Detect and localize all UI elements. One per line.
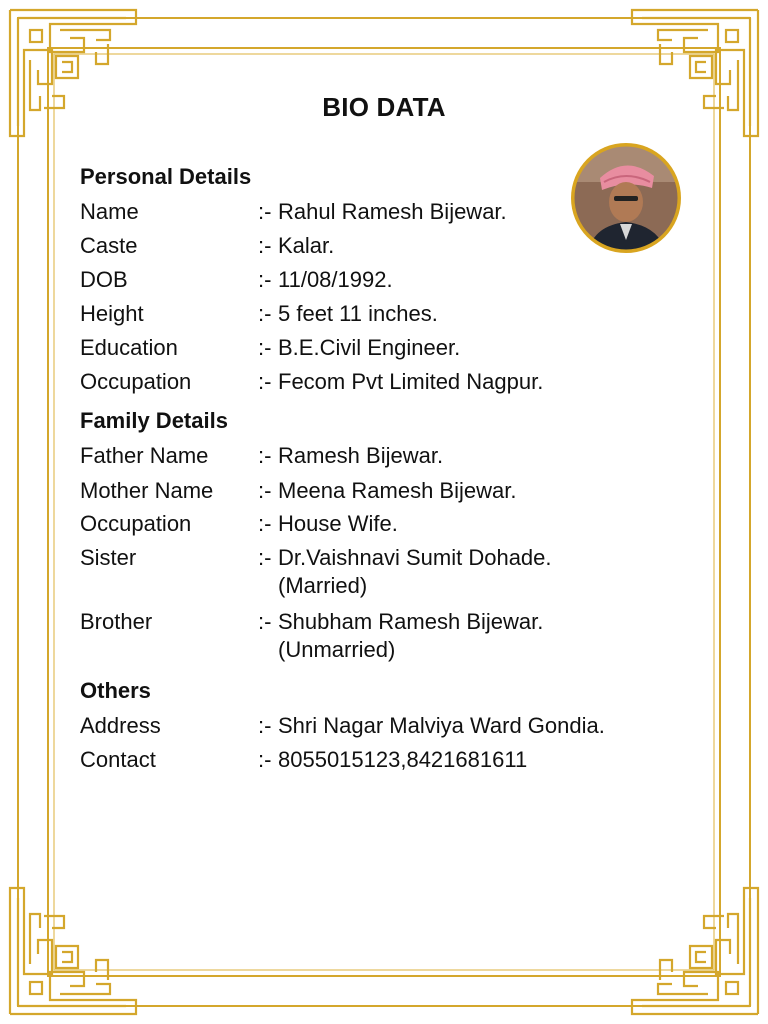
profile-photo: [570, 142, 682, 254]
page-title: BIO DATA: [322, 92, 446, 122]
row-label: Father Name: [80, 443, 209, 468]
row-separator: :-: [258, 443, 272, 468]
row-label: Occupation: [80, 369, 192, 394]
row-label: Caste: [80, 233, 138, 258]
others-heading: Others: [80, 678, 151, 703]
row-label: Contact: [80, 747, 156, 772]
row-value: Dr.Vaishnavi Sumit Dohade.: [278, 545, 552, 570]
family-details-heading: Family Details: [80, 408, 228, 433]
row-separator: :-: [258, 545, 272, 570]
row-separator: :-: [258, 233, 272, 258]
row-separator: :-: [258, 199, 272, 224]
row-value: Rahul Ramesh Bijewar.: [278, 199, 507, 224]
row-value: Kalar.: [278, 233, 335, 258]
row-note: (Unmarried): [278, 637, 396, 662]
row-label: Occupation: [80, 511, 192, 536]
row-value: Fecom Pvt Limited Nagpur.: [278, 369, 544, 394]
row-separator: :-: [258, 609, 272, 634]
row-separator: :-: [258, 511, 272, 536]
row-label: Name: [80, 199, 139, 224]
row-separator: :-: [258, 369, 272, 394]
row-separator: :-: [258, 478, 272, 503]
row-separator: :-: [258, 747, 272, 772]
row-separator: :-: [258, 335, 272, 360]
row-value: B.E.Civil Engineer.: [278, 335, 461, 360]
row-value: Shri Nagar Malviya Ward Gondia.: [278, 713, 605, 738]
row-value: 8055015123,8421681611: [278, 747, 528, 772]
row-separator: :-: [258, 301, 272, 326]
row-label: Height: [80, 301, 144, 326]
row-label: Brother: [80, 609, 153, 634]
row-note: (Married): [278, 573, 368, 598]
row-value: Shubham Ramesh Bijewar.: [278, 609, 544, 634]
row-separator: :-: [258, 713, 272, 738]
row-separator: :-: [258, 267, 272, 292]
row-label: Mother Name: [80, 478, 214, 503]
row-value: Ramesh Bijewar.: [278, 443, 444, 468]
row-value: Meena Ramesh Bijewar.: [278, 478, 517, 503]
row-value: 5 feet 11 inches.: [278, 301, 438, 326]
personal-details-heading: Personal Details: [80, 164, 252, 189]
row-value: 11/08/1992.: [278, 267, 393, 292]
row-label: DOB: [80, 267, 128, 292]
row-label: Sister: [80, 545, 137, 570]
row-value: House Wife.: [278, 511, 398, 536]
row-label: Address: [80, 713, 161, 738]
row-label: Education: [80, 335, 178, 360]
